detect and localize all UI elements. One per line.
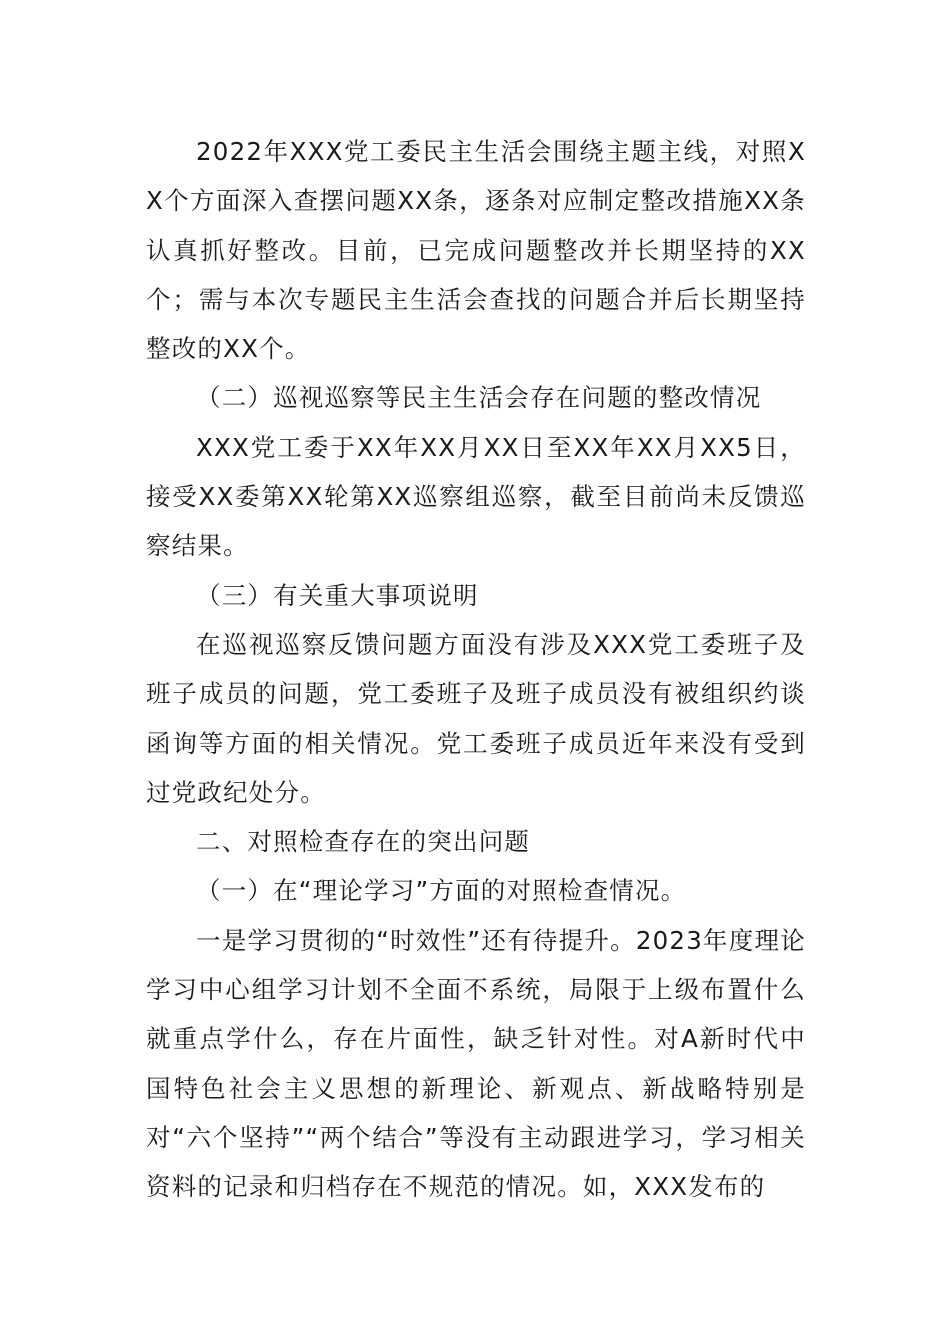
paragraph-inspection-status: XXX党工委于XX年XX月XX日至XX年XX月XX5日，接受XX委第XX轮第XX巡察组巡察，截至目前尚未反馈巡察结果。 <box>146 432 806 561</box>
section-heading-theory-study: （一）在“理论学习”方面的对照检查情况。 <box>196 876 687 906</box>
section-heading-major-matters: （三）有关重大事项说明 <box>196 580 479 610</box>
section-heading-inspection-rectification: （二）巡视巡察等民主生活会存在问题的整改情况 <box>196 383 762 413</box>
document-body <box>146 127 806 1212</box>
paragraph-theory-study-issue: 一是学习贯彻的“时效性”还有待提升。2023年度理论学习中心组学习计划不全面不系统，局限于上级布置什么就重点学什么，存在片面性，缺乏针对性。对A新时代中国特色社会主义思想的新理论、新观点、新战略特别是对“六个坚持”“两个结合”等没有主动跟进学习，学习相关资料的记录和归档存在不规范的情况。如，XXX发布的 <box>146 925 806 1202</box>
paragraph-major-matters: 在巡视巡察反馈问题方面没有涉及XXX党工委班子及班子成员的问题，党工委班子及班子成员没有被组织约谈函询等方面的相关情况。党工委班子成员近年来没有受到过党政纪处分。 <box>146 629 806 807</box>
section-heading-prominent-problems: 二、对照检查存在的突出问题 <box>196 827 531 857</box>
paragraph-rectification-summary: 2022年XXX党工委民主生活会围绕主题主线，对照XX个方面深入查摆问题XX条，逐条对应制定整改措施XX条认真抓好整改。目前，已完成问题整改并长期坚持的XX个；需与本次专题民主生活会查找的问题合并后长期坚持整改的XX个。 <box>146 137 806 364</box>
